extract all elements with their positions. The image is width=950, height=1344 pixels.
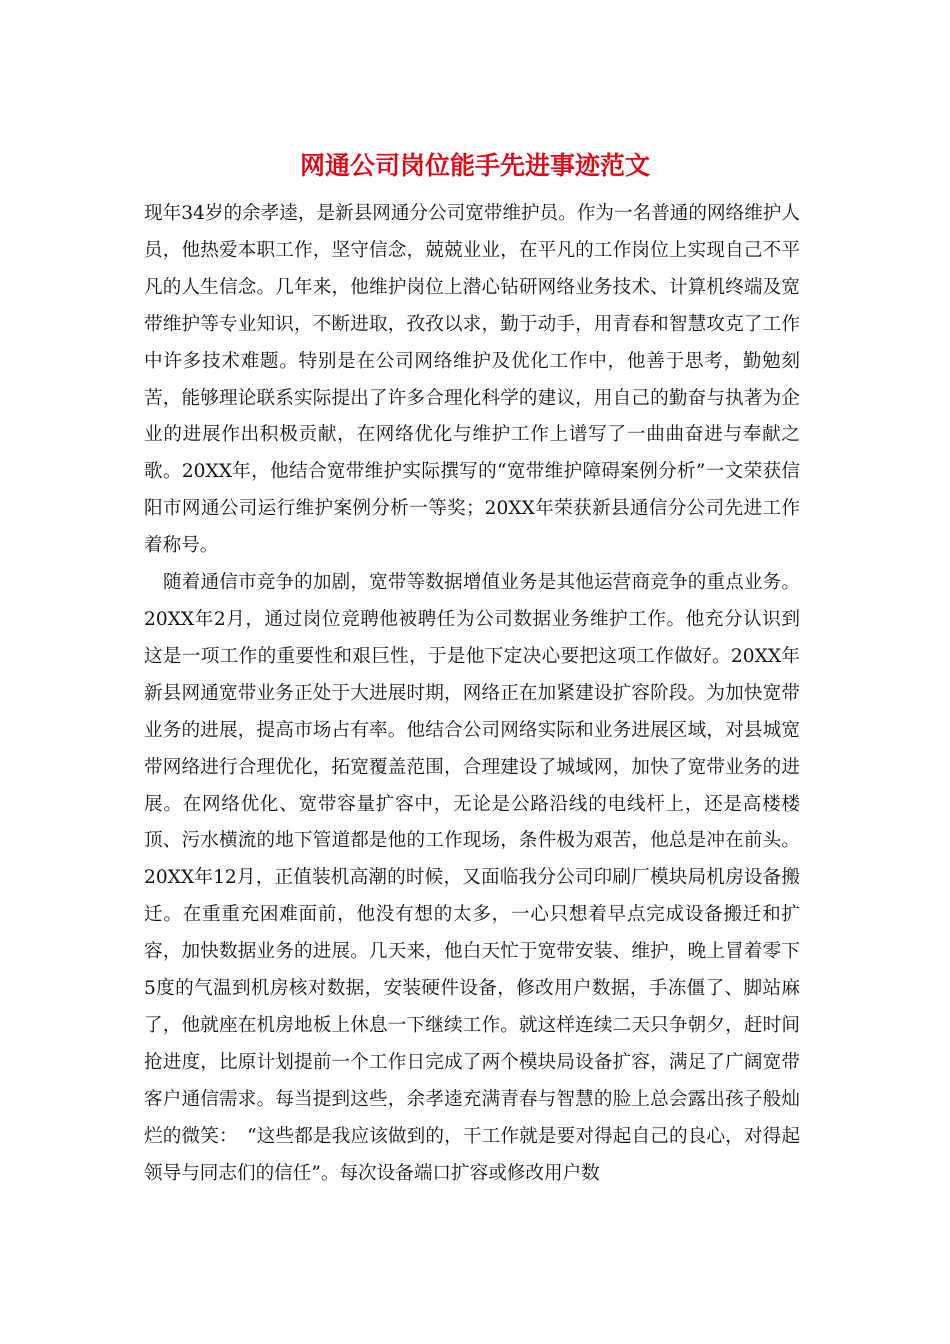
document-body [144, 196, 800, 1192]
paragraph-2: 随着通信市竞争的加剧，宽带等数据增值业务是其他运营商竞争的重点业务。20XX年2月，通过岗位竞聘他被聘任为公司数据业务维护工作。他充分认识到这是一项工作的重要性和艰巨性，于是他下定决心要把这项工作做好。20XX年新县网通宽带业务正处于大进展时期，网络正在加紧建设扩容阶段。为加快宽带业务的进展，提高市场占有率。他结合公司网络实际和业务进展区域，对县城宽带网络进行合理优化，拓宽覆盖范围，合理建设了城域网，加快了宽带业务的进展。在网络优化、宽带容量扩容中，无论是公路沿线的电线杆上，还是高楼楼顶、污水横流的地下管道都是他的工作现场，条件极为艰苦，他总是冲在前头。20XX年12月，正值装机高潮的时候，又面临我分公司印刷厂模块局机房设备搬迁。在重重充困难面前，他没有想的太多，一心只想着早点完成设备搬迁和扩容，加快数据业务的进展。几天来，他白天忙于宽带安装、维护，晚上冒着零下5度的气温到机房核对数据，安装硬件设备，修改用户数据，手冻僵了、脚站麻了，他就座在机房地板上休息一下继续工作。就这样连续二天只争朝夕，赶时间抢进度，比原计划提前一个工作日完成了两个模块局设备扩容，满足了广阔宽带客户通信需求。每当提到这些，余孝逵充满青春与智慧的脸上总会露出孩子般灿烂的微笑： “这些都是我应该做到的，干工作就是要对得起自己的良心，对得起领导与同志们的信任”。每次设备端口扩容或修改用户数 [144, 572, 800, 1184]
paragraph-1: 现年34岁的余孝逵，是新县网通分公司宽带维护员。作为一名普通的网络维护人员，他热爱本职工作，坚守信念，兢兢业业，在平凡的工作岗位上实现自己不平凡的人生信念。几年来，他维护岗位上潜心钻研网络业务技术、计算机终端及宽带维护等专业知识，不断进取，孜孜以求，勤于动手，用青春和智慧攻克了工作中许多技术难题。特别是在公司网络维护及优化工作中，他善于思考，勤勉刻苦，能够理论联系实际提出了许多合理化科学的建议，用自己的勤奋与执著为企业的进展作出积极贡献，在网络优化与维护工作上谱写了一曲曲奋进与奉献之歌。20XX年，他结合宽带维护实际撰写的“宽带维护障碍案例分析”一文荣获信阳市网通公司运行维护案例分析一等奖；20XX年荣获新县通信分公司先进工作着称号。 [144, 203, 800, 557]
document-title: 网通公司岗位能手先进事迹范文 [299, 151, 650, 180]
